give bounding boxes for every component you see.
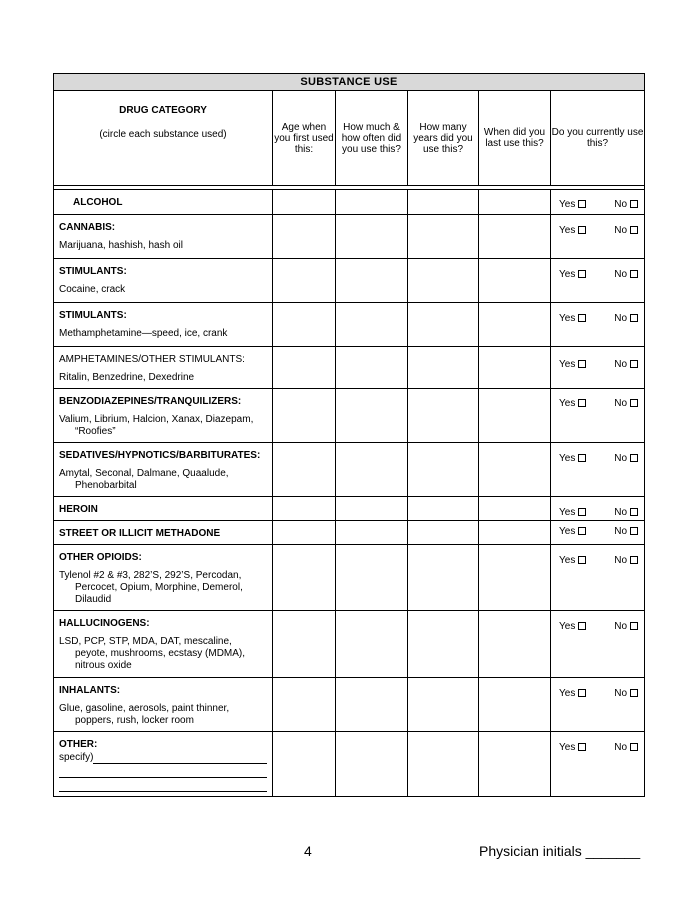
drug-category-cell[interactable] bbox=[54, 347, 273, 389]
no-label: No bbox=[614, 507, 628, 518]
physician-initials: Physician initials _______ bbox=[479, 843, 641, 859]
last-use-cell[interactable] bbox=[479, 611, 551, 678]
checkbox-icon[interactable] bbox=[578, 527, 586, 535]
drug-category-cell[interactable] bbox=[54, 190, 273, 215]
currently-use-cell bbox=[551, 521, 645, 545]
checkbox-icon[interactable] bbox=[630, 454, 638, 462]
header-age-first-use: Age when you first used this: bbox=[273, 91, 336, 186]
no-option[interactable] bbox=[614, 742, 638, 753]
no-label: No bbox=[614, 225, 628, 236]
how-much-cell[interactable] bbox=[336, 521, 408, 545]
years-used-cell[interactable] bbox=[408, 611, 479, 678]
age-first-use-cell[interactable] bbox=[273, 497, 336, 521]
no-label: No bbox=[614, 555, 628, 566]
header-drug-category bbox=[54, 91, 273, 186]
currently-use-cell bbox=[551, 732, 645, 797]
header-drug-instruction: (circle each substance used) bbox=[99, 129, 227, 140]
no-label: No bbox=[614, 453, 628, 464]
table-row bbox=[54, 215, 645, 259]
how-much-cell[interactable] bbox=[336, 259, 408, 303]
checkbox-icon[interactable] bbox=[578, 743, 586, 751]
years-used-cell[interactable] bbox=[408, 215, 479, 259]
no-label: No bbox=[614, 269, 628, 280]
how-much-cell[interactable] bbox=[336, 303, 408, 347]
checkbox-icon[interactable] bbox=[630, 314, 638, 322]
how-much-cell[interactable] bbox=[336, 678, 408, 732]
years-used-cell[interactable] bbox=[408, 497, 479, 521]
last-use-cell[interactable] bbox=[479, 732, 551, 797]
yes-option[interactable] bbox=[559, 555, 586, 566]
years-used-cell[interactable] bbox=[408, 303, 479, 347]
yes-label: Yes bbox=[559, 225, 576, 236]
drug-category-name: STREET OR ILLICIT METHADONE bbox=[59, 528, 221, 539]
no-label: No bbox=[614, 688, 628, 699]
header-currently-use: Do you currently use this? bbox=[551, 91, 645, 186]
drug-examples: Methamphetamine—speed, ice, crank bbox=[59, 328, 228, 339]
drug-category-name: OTHER OPIOIDS: bbox=[59, 552, 142, 563]
checkbox-icon[interactable] bbox=[630, 527, 638, 535]
table-row bbox=[54, 678, 645, 732]
drug-category-name: SEDATIVES/HYPNOTICS/BARBITURATES: bbox=[59, 450, 261, 461]
drug-category-cell[interactable] bbox=[54, 259, 273, 303]
yes-option[interactable] bbox=[559, 225, 586, 236]
checkbox-icon[interactable] bbox=[578, 226, 586, 234]
years-used-cell[interactable] bbox=[408, 732, 479, 797]
years-used-cell[interactable] bbox=[408, 443, 479, 497]
other-specify-line[interactable] bbox=[59, 751, 267, 764]
currently-use-cell bbox=[551, 443, 645, 497]
checkbox-icon[interactable] bbox=[578, 270, 586, 278]
currently-use-cell bbox=[551, 545, 645, 611]
drug-category-cell[interactable] bbox=[54, 303, 273, 347]
age-first-use-cell[interactable] bbox=[273, 611, 336, 678]
table-row bbox=[54, 347, 645, 389]
no-option[interactable] bbox=[614, 225, 638, 236]
specify-extra-line[interactable] bbox=[59, 778, 267, 792]
drug-category-name: HEROIN bbox=[59, 504, 98, 515]
currently-use-cell bbox=[551, 678, 645, 732]
years-used-cell[interactable] bbox=[408, 545, 479, 611]
specify-extra-line[interactable] bbox=[59, 764, 267, 778]
drug-category-cell[interactable] bbox=[54, 521, 273, 545]
how-much-cell[interactable] bbox=[336, 732, 408, 797]
age-first-use-cell[interactable] bbox=[273, 303, 336, 347]
no-option[interactable] bbox=[614, 555, 638, 566]
last-use-cell[interactable] bbox=[479, 347, 551, 389]
drug-category-name: AMPHETAMINES/OTHER STIMULANTS: bbox=[59, 354, 245, 365]
age-first-use-cell[interactable] bbox=[273, 190, 336, 215]
years-used-cell[interactable] bbox=[408, 678, 479, 732]
drug-examples: Amytal, Seconal, Dalmane, Quaalude, Phenobarbital bbox=[59, 468, 229, 491]
table-row bbox=[54, 443, 645, 497]
how-much-cell[interactable] bbox=[336, 443, 408, 497]
currently-use-cell bbox=[551, 303, 645, 347]
no-option[interactable] bbox=[614, 688, 638, 699]
yes-option[interactable] bbox=[559, 621, 586, 632]
drug-category-cell[interactable] bbox=[54, 389, 273, 443]
last-use-cell[interactable] bbox=[479, 497, 551, 521]
specify-underline bbox=[93, 751, 267, 764]
no-label: No bbox=[614, 742, 628, 753]
drug-examples: Valium, Librium, Halcion, Xanax, Diazepam, “Roofies” bbox=[59, 414, 254, 437]
checkbox-icon[interactable] bbox=[630, 689, 638, 697]
drug-category-name: OTHER: bbox=[59, 739, 98, 750]
header-last-use: When did you last use this? bbox=[479, 91, 551, 186]
drug-category-name: HALLUCINOGENS: bbox=[59, 618, 150, 629]
how-much-cell[interactable] bbox=[336, 347, 408, 389]
drug-category-name: BENZODIAZEPINES/TRANQUILIZERS: bbox=[59, 396, 242, 407]
yes-option[interactable] bbox=[559, 453, 586, 464]
no-option[interactable] bbox=[614, 359, 638, 370]
drug-category-name: INHALANTS: bbox=[59, 685, 121, 696]
yes-label: Yes bbox=[559, 526, 576, 537]
table-row bbox=[54, 259, 645, 303]
yes-label: Yes bbox=[559, 621, 576, 632]
no-label: No bbox=[614, 526, 628, 537]
yes-option[interactable] bbox=[559, 526, 586, 537]
checkbox-icon[interactable] bbox=[578, 200, 586, 208]
drug-examples: Tylenol #2 & #3, 282’S, 292’S, Percodan, Percocet, Opium, Morphine, Demerol, Dilaudid bbox=[59, 570, 243, 605]
checkbox-icon[interactable] bbox=[578, 622, 586, 630]
drug-category-cell[interactable] bbox=[54, 611, 273, 678]
checkbox-icon[interactable] bbox=[578, 314, 586, 322]
years-used-cell[interactable] bbox=[408, 389, 479, 443]
drug-category-cell[interactable] bbox=[54, 545, 273, 611]
checkbox-icon[interactable] bbox=[630, 226, 638, 234]
age-first-use-cell[interactable] bbox=[273, 389, 336, 443]
no-option[interactable] bbox=[614, 453, 638, 464]
drug-examples: Ritalin, Benzedrine, Dexedrine bbox=[59, 372, 195, 383]
no-option[interactable] bbox=[614, 313, 638, 324]
drug-category-cell[interactable] bbox=[54, 497, 273, 521]
drug-examples: Glue, gasoline, aerosols, paint thinner, poppers, rush, locker room bbox=[59, 703, 230, 726]
checkbox-icon[interactable] bbox=[578, 508, 586, 516]
page-number: 4 bbox=[304, 843, 312, 859]
yes-option[interactable] bbox=[559, 313, 586, 324]
yes-label: Yes bbox=[559, 398, 576, 409]
checkbox-icon[interactable] bbox=[630, 270, 638, 278]
yes-option[interactable] bbox=[559, 507, 586, 518]
last-use-cell[interactable] bbox=[479, 521, 551, 545]
yes-label: Yes bbox=[559, 507, 576, 518]
no-label: No bbox=[614, 199, 628, 210]
age-first-use-cell[interactable] bbox=[273, 259, 336, 303]
drug-examples: Cocaine, crack bbox=[59, 284, 126, 295]
how-much-cell[interactable] bbox=[336, 545, 408, 611]
drug-category-cell[interactable] bbox=[54, 732, 273, 797]
substance-rows bbox=[54, 190, 645, 797]
table-row bbox=[54, 521, 645, 545]
header-how-much: How much & how often did you use this? bbox=[336, 91, 408, 186]
yes-label: Yes bbox=[559, 199, 576, 210]
age-first-use-cell[interactable] bbox=[273, 732, 336, 797]
checkbox-icon[interactable] bbox=[578, 399, 586, 407]
header-drug-title: DRUG CATEGORY bbox=[119, 105, 207, 116]
currently-use-cell bbox=[551, 497, 645, 521]
last-use-cell[interactable] bbox=[479, 443, 551, 497]
how-much-cell[interactable] bbox=[336, 611, 408, 678]
drug-category-cell[interactable] bbox=[54, 678, 273, 732]
yes-label: Yes bbox=[559, 453, 576, 464]
how-much-cell[interactable] bbox=[336, 215, 408, 259]
checkbox-icon[interactable] bbox=[630, 556, 638, 564]
last-use-cell[interactable] bbox=[479, 190, 551, 215]
no-option[interactable] bbox=[614, 507, 638, 518]
age-first-use-cell[interactable] bbox=[273, 215, 336, 259]
last-use-cell[interactable] bbox=[479, 303, 551, 347]
years-used-cell[interactable] bbox=[408, 347, 479, 389]
last-use-cell[interactable] bbox=[479, 259, 551, 303]
checkbox-icon[interactable] bbox=[578, 689, 586, 697]
yes-label: Yes bbox=[559, 269, 576, 280]
drug-category-name: STIMULANTS: bbox=[59, 310, 127, 321]
no-option[interactable] bbox=[614, 398, 638, 409]
header-years-used: How many years did you use this? bbox=[408, 91, 479, 186]
yes-label: Yes bbox=[559, 555, 576, 566]
table-row bbox=[54, 389, 645, 443]
table-row bbox=[54, 611, 645, 678]
no-option[interactable] bbox=[614, 199, 638, 210]
last-use-cell[interactable] bbox=[479, 678, 551, 732]
yes-option[interactable] bbox=[559, 199, 586, 210]
drug-category-cell[interactable] bbox=[54, 443, 273, 497]
currently-use-cell bbox=[551, 347, 645, 389]
table-row bbox=[54, 732, 645, 797]
table-row bbox=[54, 545, 645, 611]
checkbox-icon[interactable] bbox=[578, 360, 586, 368]
table-row bbox=[54, 497, 645, 521]
checkbox-icon[interactable] bbox=[578, 454, 586, 462]
no-label: No bbox=[614, 398, 628, 409]
age-first-use-cell[interactable] bbox=[273, 521, 336, 545]
table-row bbox=[54, 190, 645, 215]
table-row bbox=[54, 303, 645, 347]
yes-option[interactable] bbox=[559, 269, 586, 280]
no-option[interactable] bbox=[614, 269, 638, 280]
years-used-cell[interactable] bbox=[408, 521, 479, 545]
age-first-use-cell[interactable] bbox=[273, 443, 336, 497]
no-label: No bbox=[614, 313, 628, 324]
checkbox-icon[interactable] bbox=[630, 200, 638, 208]
checkbox-icon[interactable] bbox=[578, 556, 586, 564]
drug-category-cell[interactable] bbox=[54, 215, 273, 259]
checkbox-icon[interactable] bbox=[630, 508, 638, 516]
currently-use-cell bbox=[551, 215, 645, 259]
yes-option[interactable] bbox=[559, 359, 586, 370]
age-first-use-cell[interactable] bbox=[273, 347, 336, 389]
age-first-use-cell[interactable] bbox=[273, 545, 336, 611]
specify-label: specify) bbox=[59, 752, 94, 763]
last-use-cell[interactable] bbox=[479, 389, 551, 443]
yes-label: Yes bbox=[559, 742, 576, 753]
how-much-cell[interactable] bbox=[336, 389, 408, 443]
drug-category-name: STIMULANTS: bbox=[59, 266, 127, 277]
last-use-cell[interactable] bbox=[479, 545, 551, 611]
currently-use-cell bbox=[551, 190, 645, 215]
how-much-cell[interactable] bbox=[336, 497, 408, 521]
yes-label: Yes bbox=[559, 359, 576, 370]
age-first-use-cell[interactable] bbox=[273, 678, 336, 732]
checkbox-icon[interactable] bbox=[630, 743, 638, 751]
drug-category-name: ALCOHOL bbox=[73, 197, 123, 208]
no-label: No bbox=[614, 359, 628, 370]
yes-option[interactable] bbox=[559, 742, 586, 753]
currently-use-cell bbox=[551, 611, 645, 678]
no-label: No bbox=[614, 621, 628, 632]
currently-use-cell bbox=[551, 389, 645, 443]
drug-category-name: CANNABIS: bbox=[59, 222, 116, 233]
substance-use-table bbox=[53, 73, 645, 797]
drug-examples: Marijuana, hashish, hash oil bbox=[59, 240, 183, 251]
checkbox-icon[interactable] bbox=[630, 622, 638, 630]
drug-examples: LSD, PCP, STP, MDA, DAT, mescaline, peyote, mushrooms, ecstasy (MDMA), nitrous oxide bbox=[59, 636, 246, 671]
table-title: SUBSTANCE USE bbox=[54, 74, 645, 91]
yes-label: Yes bbox=[559, 313, 576, 324]
last-use-cell[interactable] bbox=[479, 215, 551, 259]
yes-option[interactable] bbox=[559, 398, 586, 409]
yes-option[interactable] bbox=[559, 688, 586, 699]
currently-use-cell bbox=[551, 259, 645, 303]
yes-label: Yes bbox=[559, 688, 576, 699]
years-used-cell[interactable] bbox=[408, 259, 479, 303]
checkbox-icon[interactable] bbox=[630, 360, 638, 368]
years-used-cell[interactable] bbox=[408, 190, 479, 215]
no-option[interactable] bbox=[614, 526, 638, 537]
no-option[interactable] bbox=[614, 621, 638, 632]
checkbox-icon[interactable] bbox=[630, 399, 638, 407]
how-much-cell[interactable] bbox=[336, 190, 408, 215]
